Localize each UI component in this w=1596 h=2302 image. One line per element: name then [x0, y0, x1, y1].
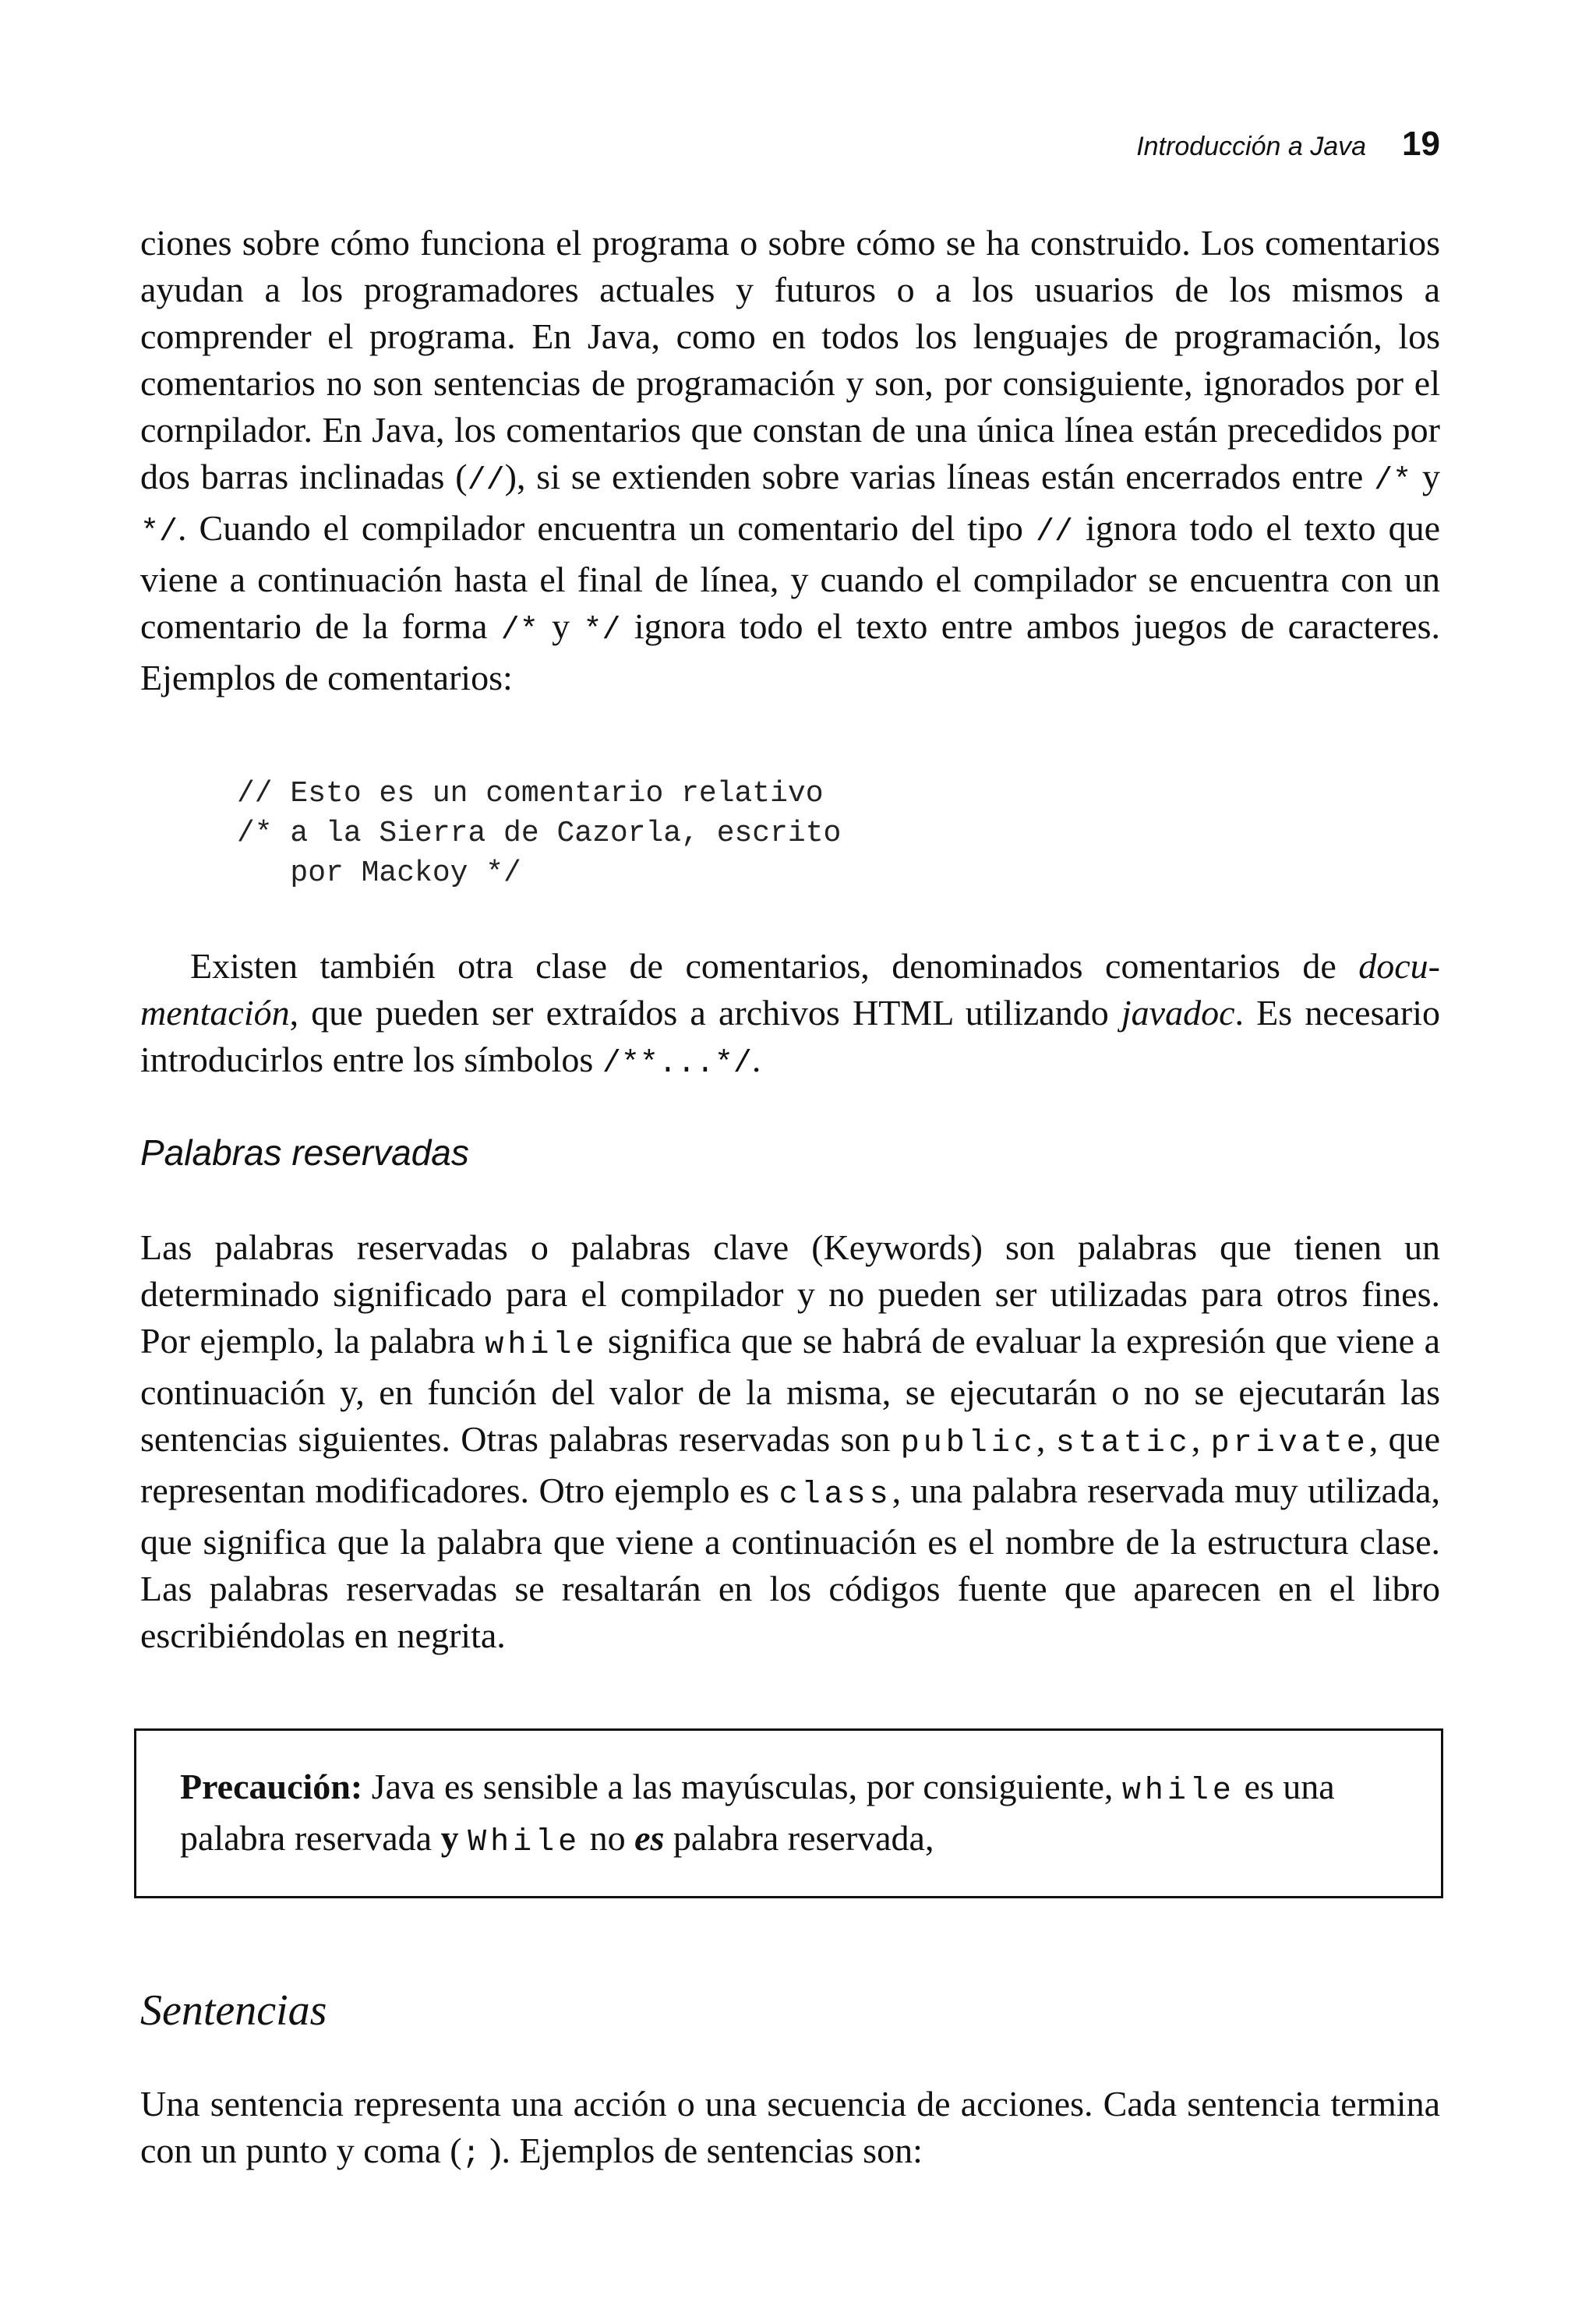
caution-text	[180, 1764, 1397, 1866]
code-line: por Mackoy */	[237, 856, 521, 890]
paragraph-doc-comments-text	[140, 943, 1440, 1088]
text-run: Java es sensible a las mayúsculas, por consiguiente,	[362, 1767, 1122, 1806]
text-run: palabra reservada,	[664, 1818, 934, 1858]
keyword: While	[468, 1825, 581, 1860]
text-run: ignora todo el texto que viene a continuación hasta el final de línea, y cuando el compilador se encuentra con un comentario de la forma	[140, 508, 1440, 646]
text-run: ignora todo el texto entre ambos juegos de caracteres. Ejemplos de comentarios:	[140, 606, 1440, 697]
keyword: while	[1121, 1774, 1235, 1809]
text-run: .	[751, 1040, 761, 1079]
text-run: ), si se extienden sobre varias líneas están encerrados entre	[504, 457, 1375, 496]
text-run: . Cuando el compilador encuentra un comentario del tipo	[178, 508, 1036, 548]
inline-code: */	[583, 613, 621, 648]
paragraph-keywords	[140, 1224, 1440, 1659]
italic-term: documentación	[140, 946, 1440, 1033]
text-run: es una palabra reservada	[180, 1767, 1335, 1858]
text-run: significa que se habrá de evaluar la expresión que viene a continuación y, en función del valor de la misma, se ejecutarán o no se ejecutarán las sentencias siguientes. Otras palabras reservadas son	[140, 1321, 1440, 1459]
text-run: ,	[1191, 1419, 1211, 1459]
paragraph-statements-text	[140, 2081, 1440, 2179]
text-run: Existen también otra clase de comentarios, denominados comentarios de	[190, 946, 1359, 986]
text-run: , que pueden ser extraídos a archivos HTML utilizando	[289, 993, 1121, 1033]
keyword: while	[485, 1328, 598, 1363]
inline-code: /**...*/	[602, 1047, 752, 1082]
code-line: // Esto es un comentario relativo	[237, 777, 824, 810]
keyword: class	[779, 1478, 892, 1513]
text-run: ). Ejemplos de sentencias son:	[480, 2131, 923, 2170]
bold-word: y	[440, 1818, 459, 1858]
italic-term: javadoc	[1121, 993, 1235, 1033]
inline-code: ;	[461, 2138, 481, 2173]
text-run: no	[581, 1818, 635, 1858]
keyword: public	[900, 1426, 1036, 1461]
page-number: 19	[1402, 125, 1440, 163]
text-run: y	[1411, 457, 1440, 496]
keyword: private	[1210, 1426, 1369, 1461]
paragraph-statements	[140, 2081, 1440, 2179]
inline-code: //	[467, 464, 505, 499]
text-run: ,	[1036, 1419, 1056, 1459]
caution-label: Precaución:	[180, 1767, 363, 1806]
text-run: Una sentencia representa una acción o una secuencia de acciones. Cada sentencia termina con un punto y coma (	[140, 2084, 1440, 2170]
paragraph-doc-comments	[140, 943, 1440, 1088]
text-run	[459, 1818, 468, 1858]
text-run: Las palabras reservadas o palabras clave (Keywords) son palabras que tienen un determinado significado para el compilador y no pueden ser utilizadas para otros fines. Por ejemplo, la palabra	[140, 1227, 1440, 1361]
running-header	[1136, 125, 1440, 164]
inline-code: */	[140, 515, 178, 550]
text-run: , una palabra reservada muy utilizada, que significa que la palabra que viene a continuación es el nombre de la estructura clase. Las palabras reservadas se resaltarán en los códigos fuente que aparecen en el libro escribiéndolas en negrita.	[140, 1471, 1441, 1655]
text-run: ciones sobre cómo funciona el programa o sobre cómo se ha construido. Los comentarios ayudan a los programadores actuales y futuros o a los usuarios de los mismos a comprender el programa. En Java, como en todos los lenguajes de programación, los comentarios no son sentencias de programación y son, por consiguiente, ignorados por el cornpilador. En Java, los comentarios que constan de una única línea están precedidos por dos barras inclinadas (	[140, 223, 1440, 496]
section-heading-sentencias: Sentencias	[140, 1986, 327, 2035]
section-heading-palabras: Palabras reservadas	[140, 1132, 469, 1173]
italic-word: es	[634, 1818, 665, 1858]
code-line: /* a la Sierra de Cazorla, escrito	[237, 817, 842, 850]
paragraph-comments-text	[140, 220, 1440, 701]
text-run: y	[538, 606, 584, 646]
paragraph-comments	[140, 220, 1440, 701]
inline-code: /*	[500, 613, 538, 648]
text-run: , que representan modificadores. Otro ejemplo es	[140, 1419, 1441, 1510]
inline-code: //	[1035, 515, 1073, 550]
code-example	[237, 774, 1406, 893]
paragraph-keywords-text	[140, 1224, 1440, 1659]
inline-code: /*	[1374, 464, 1412, 499]
text-run: . Es necesario introducirlos entre los símbolos	[140, 993, 1441, 1079]
running-header-title: Introducción a Java	[1136, 132, 1367, 161]
keyword: static	[1055, 1426, 1192, 1461]
caution-box	[134, 1728, 1443, 1898]
